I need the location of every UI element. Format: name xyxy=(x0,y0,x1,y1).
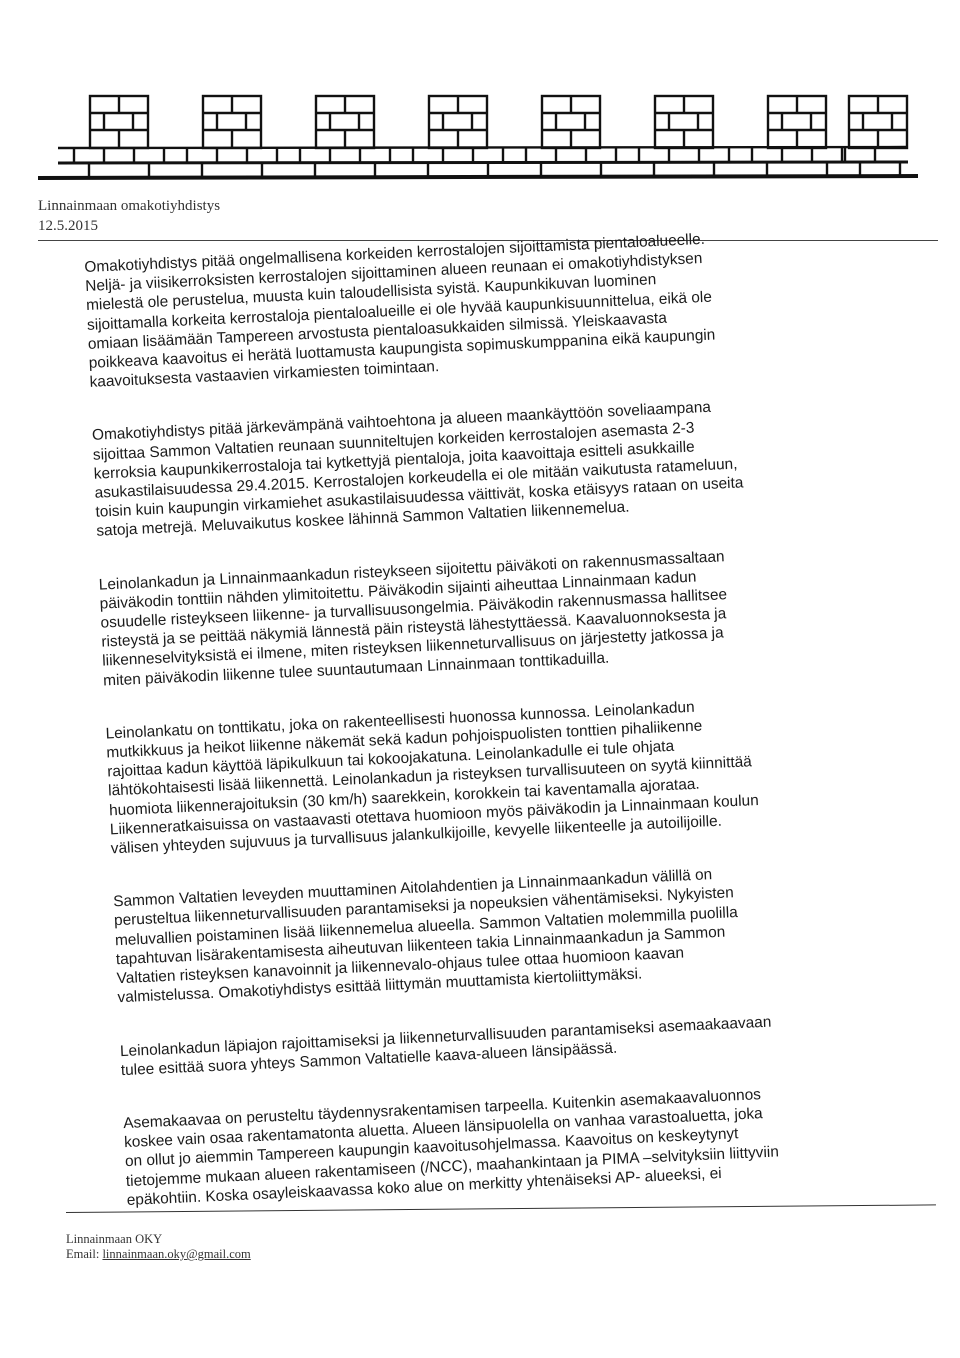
paragraph: Leinolankadun läpiajon rajoittamiseksi ja liikenneturvallisuuden parantamiseksi asemaakaavaan tulee esittää suora yhteys Sammon Valtatielle kaava-alueen länsipäässä. xyxy=(119,1013,772,1079)
paragraph: Omakotiyhdistys pitää järkevämpänä vaihtoehtona ja alueen maankäyttöön soveliaampana sijoittaa Sammon Valtatien reunaan suunniteltujen korkeiden kerrostalojen asemasta 2-3 kerroksia kaupunkikerrostaloja tai kytkettyjä pientaloja, joita kaavoittaja esitteli asukkaille asukastilaisuudessa 29.4.2015. Kerrostalojen korkeudella ei ole mitään vaikutusta ratameluun, toisin kuin kaupungin virkamiehet asukastilaisuudessa väittivät, koska etäisyys rataan on useita satoja metrejä. Meluvaikutus koskee lähinnä Sammon Valtatien liikennemelua. xyxy=(91,399,744,541)
email-label: Email: xyxy=(66,1247,103,1261)
footer-org: Linnainmaan OKY xyxy=(66,1232,163,1246)
email-link[interactable]: linnainmaan.oky@gmail.com xyxy=(102,1247,251,1261)
brick-wall-logo xyxy=(38,78,938,190)
paragraph: Asemakaavaa on perusteltu täydennysrakentamisen tarpeella. Kuitenkin asemakaavaluonnos koskee vain osaa rakentamatonta aluetta. Alueen länsipuolella on vanhaa varastoaluetta, joka on ollut jo aiemmin Tampereen kaupungin kaavoitusohjelmassa. Kaavoitus on keskeytynyt tietojemme mukaan alueen rakentamiseen (/NCC), maahankintaan ja PIMA –selvityksiin liittyviin epäkohtiin. Koska osayleiskaavassa koko alue on merkitty yhtenäiseksi AP- alueeksi, ei xyxy=(122,1086,780,1209)
paragraph: Omakotiyhdistys pitää ongelmallisena korkeiden kerrostalojen sijoittamista pientaloalueelle. Neljä- ja viisikerroksisten kerrostalojen sijoittaminen alueen reunaan ei omakotiyhdistyksen mielestä ole perustelua, muusta kuin taloudellisista syistä. Kaupunkikuvan luominen sijoittamalla korkeita kerrostaloja pientaloalueille ei ole hyvää kaupunkisuunnittelua, eikä ole omiaan lisäämään Tampereen arvostusta pientaloasukkaiden silmissä. Yleiskaavasta poikkeava kaavoitus ei herätä luottamusta kaupungista sopimuskumppanina eikä kaupungin kaavoituksesta vastaavien virkamiesten toimintaan. xyxy=(84,230,716,392)
paragraph: Leinolankadun ja Linnainmaankadun risteykseen sijoitettu päiväkoti on rakennusmassaltaan päiväkodin tonttiin nähden ylimitoitettu. Päiväkodin sijainti aiheuttaa Linnainmaan kadun osuudelle risteykseen liikenne- ja turvallisuusongelmia. Päiväkodin rakennusmassa hallitsee risteystä ja se peittää näkymiä lännestä päin risteystä lähestyttäessä. Kaavaluonnoksesta ja liikenneselvityksistä ei ilmene, miten risteyksen liikenneturvallisuus on järjestetty jatkossa ja miten päiväkodin liikenne tulee suuntautumaan Linnainmaan tonttikaduilla. xyxy=(98,547,728,690)
org-name: Linnainmaan omakotiyhdistys xyxy=(38,198,221,214)
letter-body xyxy=(84,223,906,1210)
paragraph: Leinolankatu on tonttikatu, joka on rakenteellisesti huonossa kunnossa. Leinolankadun mutkikkuus ja heikot liikenne näkemät sekä kadun pohjoispuolisten tonttien pihaliikenne rajoittaa kadun käyttöä läpikulkuun tai kokoojakatuna. Leinolankadulle ei tule ohjata lähtökohtaisesti lisää liikennettä. Leinolankadun ja risteyksen turvallisuuteen on syytä kiinnittää huomiota liikennerajoituksin (30 km/h) saarekkein, korokkein tai kaventamalla ajorataa. Liikenneratkaisuissa on vastaavasti otettava huomioon myös päiväkodin ja Linnainmaan koulun välisen yhteyden sujuvuus ja turvallisuus jalankulkijoille, kevyelle liikenteelle ja autoilijoille. xyxy=(105,698,760,858)
paragraph: Sammon Valtatien leveyden muuttaminen Aitolahdentien ja Linnainmaankadun välillä on perusteltua liikenneturvallisuuden parantamiseksi ja nopeuksien vähentämiseksi. Nykyisten meluvallien poistaminen lisää liikennemelua alueella. Sammon Valtatien molemmilla puolilla tapahtuvan lisärakentamisesta aiheutuvan liikenteen takia Linnainmaankadun ja Sammon Valtatien risteyksen kanavoinnit ja liikennevalo-ohjaus tulee ottaa huomioon kaavan valmistelussa. Omakotiyhdistys esittää liittymän muuttamista kiertoliittymäksi. xyxy=(112,866,739,1007)
footer-email-line xyxy=(66,1247,251,1262)
footer xyxy=(66,1232,251,1262)
sender-header xyxy=(38,196,220,236)
letter-date: 12.5.2015 xyxy=(38,218,98,234)
